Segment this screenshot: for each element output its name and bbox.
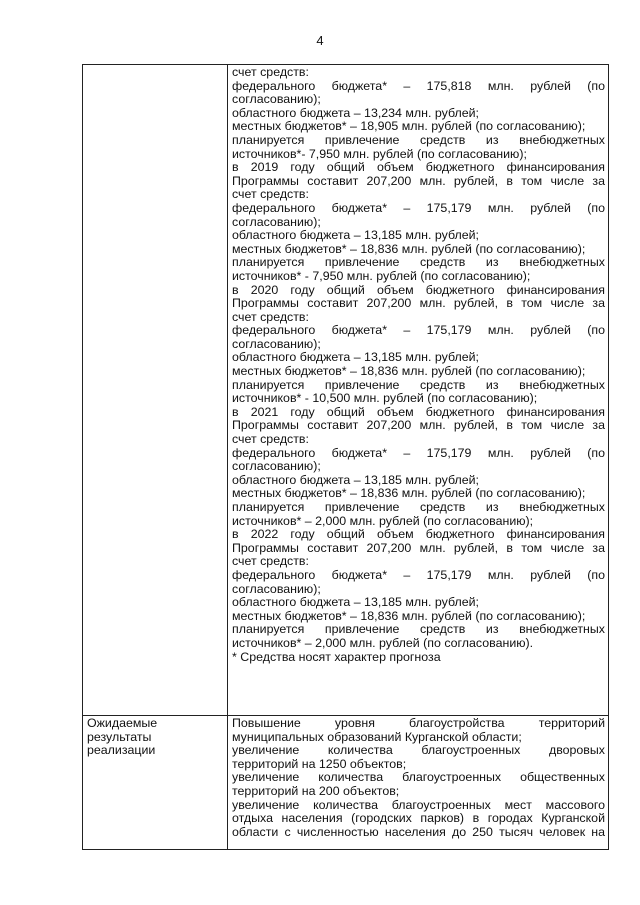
text-line: счет средств: [232,309,309,324]
table-row-finance [83,65,609,716]
text-line: федерального бюджета* – 175,179 млн. рублей (по [232,323,605,338]
text-line: федерального бюджета* – 175,818 млн. рублей (по [232,78,605,93]
text-line: областного бюджета – 13,185 млн. рублей; [232,350,479,365]
text-line: в 2020 году общий объем бюджетного финансирования [232,282,605,297]
text-line: области с численностью населения до 250 тысяч человек на [232,824,605,839]
text-line: Программы составит 207,200 млн. рублей, в том числе за [232,296,605,311]
text-line: счет средств: [232,432,309,447]
text-line: федерального бюджета* – 175,179 млн. рублей (по [232,567,605,582]
results-label-line: реализации [87,743,156,758]
text-line: муниципальных образований Курганской области; [232,729,522,744]
text-line: местных бюджетов* – 18,836 млн. рублей (по согласованию); [232,241,586,256]
text-line: источников*- 7,950 млн. рублей (по согласованию); [232,146,527,161]
results-content-cell [228,716,609,850]
text-line: планируется привлечение средств из внебюджетных [232,377,605,392]
text-line: областного бюджета – 13,185 млн. рублей; [232,595,479,610]
page-number: 4 [316,33,324,48]
text-line: согласованию); [232,459,321,474]
table-row-results [83,716,609,850]
text-line: местных бюджетов* – 18,836 млн. рублей (по согласованию); [232,364,586,379]
text-line: источников* - 7,950 млн. рублей (по согласованию); [232,268,531,283]
passport-table [82,64,609,850]
text-line: федерального бюджета* – 175,179 млн. рублей (по [232,200,605,215]
text-line: увеличение количества благоустроенных дворовых [232,743,605,758]
results-label-line: результаты [87,729,152,744]
text-line: согласованию); [232,92,321,107]
text-line: территорий на 200 объектов; [232,783,400,798]
finance-label-cell [83,65,228,716]
text-line: федерального бюджета* – 175,179 млн. рублей (по [232,445,605,460]
text-line: планируется привлечение средств из внебюджетных [232,132,605,147]
text-line: Программы составит 207,200 млн. рублей, в том числе за [232,540,605,555]
text-line: счет средств: [232,554,309,569]
results-label-line: Ожидаемые [87,716,158,730]
text-line: планируется привлечение средств из внебюджетных [232,622,605,637]
text-line: счет средств: [232,187,309,202]
text-line: областного бюджета – 13,185 млн. рублей; [232,228,479,243]
text-line: * Средства носят характер прогноза [232,649,441,664]
text-line: согласованию); [232,581,321,596]
text-line: территорий на 1250 объектов; [232,756,407,771]
text-line: в 2021 году общий объем бюджетного финансирования [232,404,605,419]
text-line: согласованию); [232,214,321,229]
text-line: местных бюджетов* – 18,836 млн. рублей (по согласованию); [232,608,586,623]
text-line: Программы составит 207,200 млн. рублей, в том числе за [232,173,605,188]
text-line: счет средств: [232,65,309,79]
text-line: планируется привлечение средств из внебюджетных [232,500,605,514]
text-line: Программы составит 207,200 млн. рублей, в том числе за [232,418,605,433]
text-line: Повышение уровня благоустройства территорий [232,716,605,730]
finance-content-cell [228,65,609,716]
text-line: местных бюджетов* – 18,836 млн. рублей (по согласованию); [232,486,586,501]
text-line: источников* – 2,000 млн. рублей (по согласованию). [232,635,534,650]
text-line: местных бюджетов* – 18,905 млн. рублей (по согласованию); [232,119,586,134]
text-line: увеличение количества благоустроенных мест массового [232,797,605,812]
text-line: согласованию); [232,336,321,351]
text-line: отдыха населения (городских парков) в городах Курганской [232,811,605,826]
text-line: в 2022 году общий объем бюджетного финансирования [232,527,605,542]
text-line: источников* – 2,000 млн. рублей (по согласованию); [232,513,534,528]
text-line: в 2019 году общий объем бюджетного финансирования [232,160,605,175]
text-line: планируется привлечение средств из внебюджетных [232,255,605,270]
text-line: увеличение количества благоустроенных общественных [232,770,605,785]
text-line: источников* - 10,500 млн. рублей (по согласованию); [232,391,538,406]
text-line: областного бюджета – 13,234 млн. рублей; [232,105,479,120]
results-label-cell [83,716,228,850]
text-line: областного бюджета – 13,185 млн. рублей; [232,472,479,487]
